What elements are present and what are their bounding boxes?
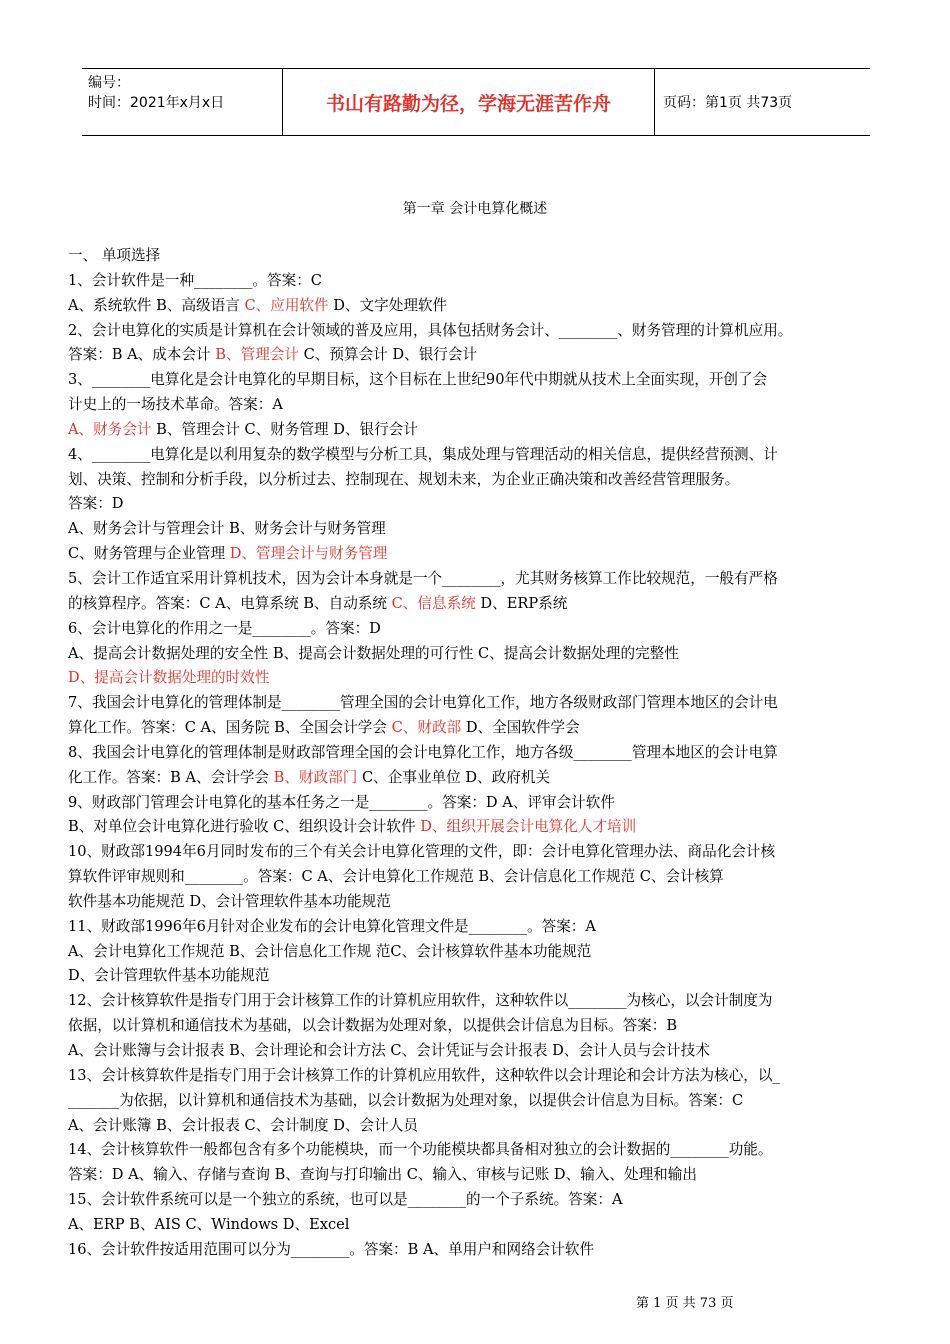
text-segment: 8、我国会计电算化的管理体制是财政部管理全国的会计电算化工作，地方各级________管理本地区的会计电算 bbox=[68, 743, 778, 761]
text-line bbox=[68, 244, 888, 269]
text-line bbox=[68, 716, 888, 741]
text-segment: 答案：D bbox=[68, 495, 124, 513]
text-segment: 9、财政部门管理会计电算化的基本任务之一是________。答案：D A、评审会计软件 bbox=[68, 793, 615, 811]
text-segment: 13、会计核算软件是指专门用于会计核算工作的计算机应用软件，这种软件以会计理论和会计方法为核心，以_ bbox=[68, 1066, 780, 1084]
text-segment: 的核算程序。答案：C A、电算系统 B、自动系统 bbox=[68, 594, 392, 612]
text-line bbox=[68, 666, 888, 691]
text-line bbox=[68, 915, 888, 940]
text-segment: 15、会计软件系统可以是一个独立的系统，也可以是________的一个子系统。答案：A bbox=[68, 1191, 623, 1209]
text-segment: A、会计电算化工作规范 B、会计信息化工作规 范C、会计核算软件基本功能规范 bbox=[68, 942, 592, 960]
answer-highlight: C、信息系统 bbox=[391, 594, 476, 612]
text-segment: D、ERP系统 bbox=[475, 594, 568, 612]
text-line bbox=[68, 940, 888, 965]
text-segment: D、文字处理软件 bbox=[328, 296, 448, 314]
text-line bbox=[68, 691, 888, 716]
answer-highlight: A、财务会计 bbox=[68, 420, 152, 438]
text-line bbox=[68, 840, 888, 865]
text-segment: A、会计账簿 B、会计报表 C、会计制度 D、会计人员 bbox=[68, 1116, 418, 1134]
text-segment: 答案：D A、输入、存储与查询 B、查询与打印输出 C、输入、审核与记账 D、输入、处理和输出 bbox=[68, 1166, 697, 1184]
text-segment: D、全国软件学会 bbox=[461, 719, 580, 737]
document-time-label: 时间：2021年x月x日 bbox=[88, 95, 225, 111]
text-line bbox=[68, 964, 888, 989]
text-line bbox=[68, 269, 888, 294]
chapter-title: 第一章 会计电算化概述 bbox=[402, 201, 548, 217]
text-line bbox=[68, 468, 888, 493]
text-line bbox=[68, 368, 888, 393]
text-line bbox=[68, 1014, 888, 1039]
text-line bbox=[68, 865, 888, 890]
text-segment: C、预算会计 D、银行会计 bbox=[299, 346, 478, 364]
text-segment: 16、会计软件按适用范围可以分为________。答案：B A、单用户和网络会计软件 bbox=[68, 1240, 595, 1258]
text-segment: 5、会计工作适宜采用计算机技术，因为会计本身就是一个________，尤其财务核算工作比较规范，一般有严格 bbox=[68, 569, 778, 587]
text-line bbox=[68, 1163, 888, 1188]
text-segment: B、对单位会计电算化进行验收 C、组织设计会计软件 bbox=[68, 818, 421, 836]
text-line bbox=[68, 592, 888, 617]
text-segment: 4、________电算化是以利用复杂的数学模型与分析工具，集成处理与管理活动的相关信息，提供经营预测、计 bbox=[68, 445, 778, 463]
text-line bbox=[68, 1089, 888, 1114]
text-line bbox=[68, 1039, 888, 1064]
text-segment: 12、会计核算软件是指专门用于会计核算工作的计算机应用软件，这种软件以________为核心，以会计制度为 bbox=[68, 992, 773, 1010]
text-line bbox=[68, 1213, 888, 1238]
text-segment: 7、我国会计电算化的管理体制是________管理全国的会计电算化工作，地方各级财政部门管理本地区的会计电 bbox=[68, 694, 778, 712]
text-line bbox=[68, 492, 888, 517]
text-segment: D、会计管理软件基本功能规范 bbox=[68, 967, 270, 985]
header-motto: 书山有路勤为径，学海无涯苦作舟 bbox=[282, 69, 655, 135]
header-page-info: 页码：第1页 共73页 bbox=[663, 95, 793, 111]
text-segment: 10、财政部1994年6月同时发布的三个有关会计电算化管理的文件，即：会计电算化管理办法、商品化会计核 bbox=[68, 843, 776, 861]
page-header bbox=[82, 68, 870, 136]
answer-highlight: C、财政部 bbox=[391, 719, 462, 737]
text-segment: 化工作。答案：B A、会计学会 bbox=[68, 768, 274, 786]
text-segment: 算软件评审规则和________。答案：C A、会计电算化工作规范 B、会计信息化工作规范 C、会计核算 bbox=[68, 868, 724, 886]
text-line bbox=[68, 517, 888, 542]
header-info bbox=[82, 69, 282, 135]
text-segment: C、企事业单位 D、政府机关 bbox=[357, 768, 551, 786]
text-line bbox=[68, 617, 888, 642]
answer-highlight: D、提高会计数据处理的时效性 bbox=[68, 669, 270, 687]
text-line bbox=[68, 418, 888, 443]
text-line bbox=[68, 1238, 888, 1263]
text-line bbox=[68, 294, 888, 319]
text-segment: 软件基本功能规范 D、会计管理软件基本功能规范 bbox=[68, 892, 391, 910]
text-segment: 算化工作。答案：C A、国务院 B、全国会计学会 bbox=[68, 719, 392, 737]
text-line bbox=[68, 766, 888, 791]
text-line bbox=[68, 642, 888, 667]
answer-highlight: B、管理会计 bbox=[215, 346, 299, 364]
text-segment: 6、会计电算化的作用之一是________。答案：D bbox=[68, 619, 381, 637]
text-segment: 11、财政部1996年6月针对企业发布的会计电算化管理文件是________。答案：A bbox=[68, 917, 596, 935]
answer-highlight: C、应用软件 bbox=[244, 296, 329, 314]
text-segment: 1、会计软件是一种________。答案：C bbox=[68, 271, 322, 289]
text-line bbox=[68, 890, 888, 915]
text-segment: C、财务管理与企业管理 bbox=[68, 545, 230, 563]
text-line bbox=[68, 393, 888, 418]
footer-page-number: 第 1 页 共 73 页 bbox=[636, 1296, 734, 1311]
text-segment: 14、会计核算软件一般都包含有多个功能模块，而一个功能模块都具备相对独立的会计数据的________功能。 bbox=[68, 1141, 773, 1159]
text-line bbox=[68, 1138, 888, 1163]
text-segment: A、财务会计与管理会计 B、财务会计与财务管理 bbox=[68, 520, 386, 538]
answer-highlight: D、组织开展会计电算化人才培训 bbox=[420, 818, 637, 836]
text-segment: A、提高会计数据处理的安全性 B、提高会计数据处理的可行性 C、提高会计数据处理的完整性 bbox=[68, 644, 679, 662]
text-line bbox=[68, 741, 888, 766]
text-segment: 计史上的一场技术革命。答案：A bbox=[68, 396, 283, 414]
text-segment: 答案：B A、成本会计 bbox=[68, 346, 216, 364]
text-line bbox=[68, 791, 888, 816]
text-segment: 2、会计电算化的实质是计算机在会计领域的普及应用，具体包括财务会计、________、财务管理的计算机应用。 bbox=[68, 321, 793, 339]
text-segment: B、管理会计 C、财务管理 D、银行会计 bbox=[151, 420, 418, 438]
text-segment: 依据，以计算机和通信技术为基础，以会计数据为处理对象，以提供会计信息为目标。答案：B bbox=[68, 1017, 678, 1035]
text-segment: A、ERP B、AIS C、Windows D、Excel bbox=[68, 1215, 350, 1233]
text-line bbox=[68, 815, 888, 840]
question-list bbox=[68, 244, 888, 1263]
text-segment: _______为依据，以计算机和通信技术为基础，以会计数据为处理对象，以提供会计信息为目标。答案：C bbox=[68, 1091, 744, 1109]
text-line bbox=[68, 542, 888, 567]
text-segment: A、系统软件 B、高级语言 bbox=[68, 296, 245, 314]
text-line bbox=[68, 989, 888, 1014]
text-line bbox=[68, 567, 888, 592]
text-line bbox=[68, 1188, 888, 1213]
text-segment: A、会计账簿与会计报表 B、会计理论和会计方法 C、会计凭证与会计报表 D、会计人员与会计技术 bbox=[68, 1042, 710, 1059]
text-line bbox=[68, 1114, 888, 1139]
text-segment: 3、________电算化是会计电算化的早期目标，这个目标在上世纪90年代中期就从技术上全面实现，开创了会 bbox=[68, 371, 768, 389]
document-number-label: 编号： bbox=[88, 75, 130, 91]
text-line bbox=[68, 443, 888, 468]
text-line bbox=[68, 343, 888, 368]
answer-highlight: D、管理会计与财务管理 bbox=[229, 545, 388, 563]
text-line bbox=[68, 1064, 888, 1089]
text-segment: 一、 单项选择 bbox=[68, 247, 161, 264]
answer-highlight: B、财政部门 bbox=[273, 768, 358, 786]
text-line bbox=[68, 319, 888, 344]
text-segment: 划、决策、控制和分析手段，以分析过去、控制现在、规划未来，为企业正确决策和改善经营管理服务。 bbox=[68, 470, 740, 488]
